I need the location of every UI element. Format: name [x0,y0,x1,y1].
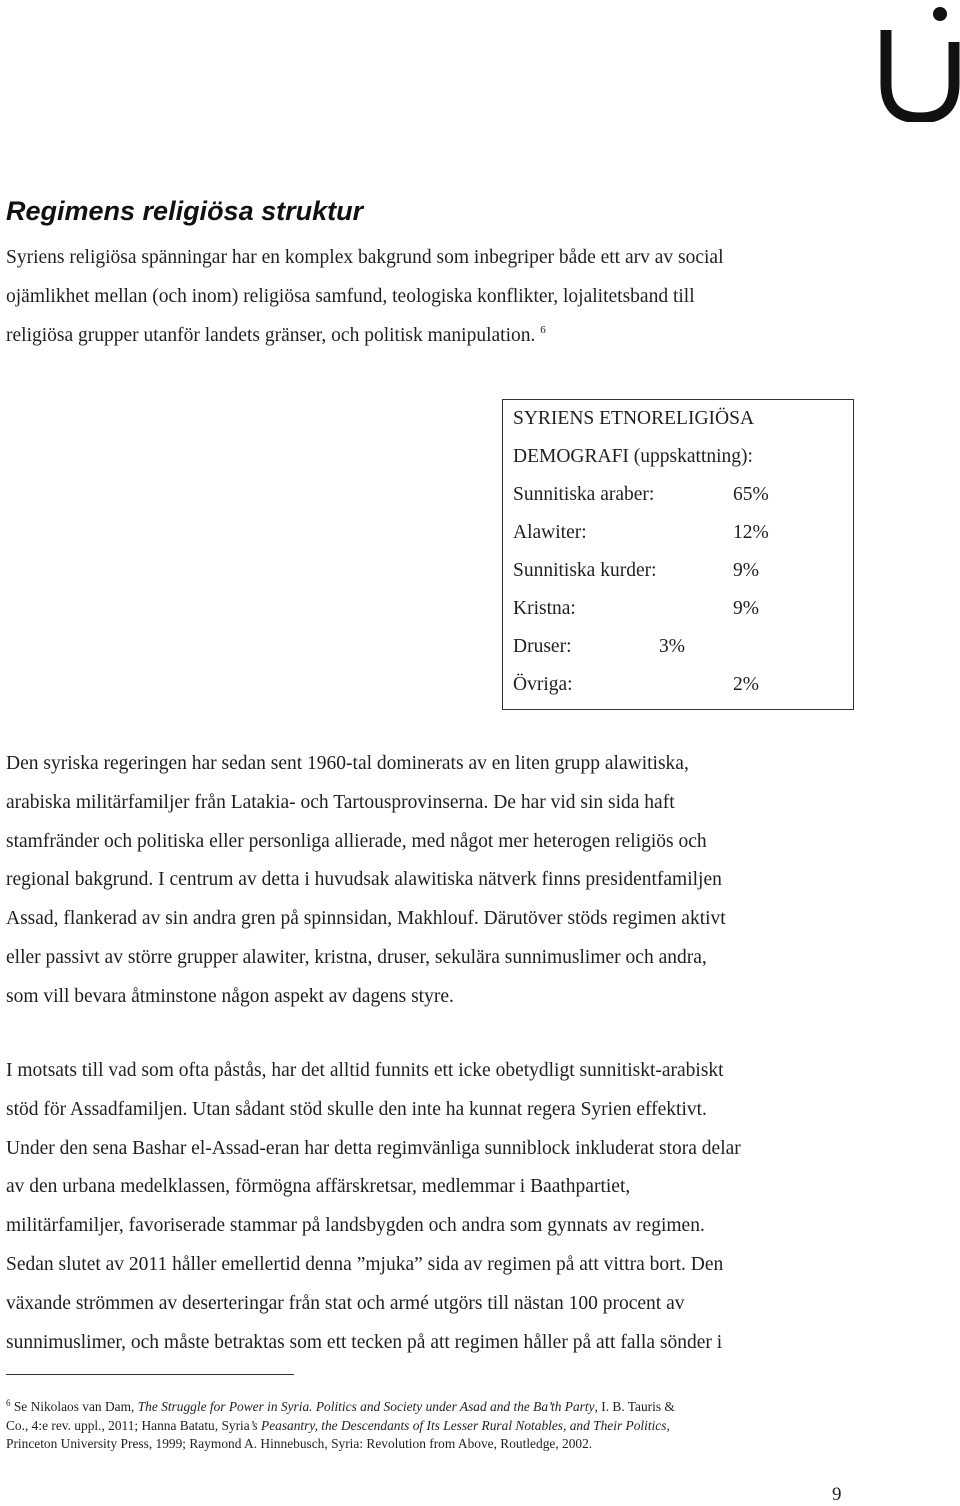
text-line: sunnimuslimer, och måste betraktas som ett tecken på att regimen håller på att falla sönder i [6,1331,723,1353]
row-value: 9% [733,560,759,581]
footnote-line: $^6$ Se Nikolaos van Dam, The Struggle for Power in Syria. Politics and Society under Asad and the Ba’th Party, I. B. Tauris & [6,1398,675,1414]
row-value: 9% [733,598,759,619]
row-label: Alawiter: [513,522,587,543]
row-label: Övriga: [513,674,573,695]
page-number: 9 [832,1484,842,1505]
box-title-line1: SYRIENS ETNORELIGIÖSA [513,408,755,429]
box-title-line2: DEMOGRAFI (uppskattning): [513,446,753,467]
text-line: stamfränder och politiska eller personliga allierade, med något mer heterogen religiös och [6,830,707,852]
row-label: Druser: [513,636,572,657]
text-line: Syriens religiösa spänningar har en komplex bakgrund som inbegriper både ett arv av social [6,247,724,268]
text-line: av den urbana medelklassen, förmögna affärskretsar, medlemmar i Baathpartiet, [6,1176,631,1198]
text-line: växande strömmen av deserteringar från stat och armé utgörs till nästan 100 procent av [6,1292,685,1314]
footnote-divider [6,1374,294,1375]
text-line: som vill bevara åtminstone någon aspekt av dagens styre. [6,985,454,1007]
row-label: Sunnitiska kurder: [513,560,657,581]
footnote-line: Co., 4:e rev. uppl., 2011; Hanna Batatu, Syria’s Peasantry, the Descendants of Its Lesser Rural Notables, and Their Politics, [6,1417,670,1433]
demography-box [502,399,854,710]
text-line: stöd för Assadfamiljen. Utan sådant stöd skulle den inte ha kunnat regera Syrien effektivt. [6,1098,707,1120]
row-value: 65% [733,484,769,505]
text-line: Assad, flankerad av sin andra gren på spinnsidan, Makhlouf. Därutöver stöds regimen aktivt [6,908,726,930]
text-line: eller passivt av större grupper alawiter, kristna, druser, sekulära sunnimuslimer och andra, [6,946,707,968]
row-label: Sunnitiska araber: [513,484,655,505]
section-heading: Regimens religiösa struktur [6,196,364,226]
row-value: 12% [733,522,769,543]
row-value: 2% [733,674,759,695]
body-paragraph-3 [6,1052,741,1362]
u-umlaut-logo-icon [880,2,960,122]
body-paragraph-2 [6,745,726,1017]
intro-paragraph [6,239,724,355]
row-value: 3% [659,636,685,657]
footnote-number: 6 [6,1398,11,1408]
text-line: Under den sena Bashar el-Assad-eran har detta regimvänliga sunniblock inkluderat stora delar [6,1137,741,1159]
footnote [6,1398,675,1454]
text-line: militärfamiljer, favoriserade stammar på landsbygden och andra som gynnats av regimen. [6,1215,705,1237]
text-line: Den syriska regeringen har sedan sent 1960-tal dominerats av en liten grupp alawitiska, [6,753,689,774]
text-line: regional bakgrund. I centrum av detta i huvudsak alawitiska nätverk finns presidentfamiljen [6,869,722,891]
text-line: I motsats till vad som ofta påstås, har det alltid funnits ett icke obetydligt sunnitiskt-arabiskt [6,1060,724,1081]
footnote-reference[interactable]: 6 [540,323,546,336]
text-line: religiösa grupper utanför landets gränser, och politisk manipulation. $^6$ [6,323,546,346]
text-line: ojämlikhet mellan (och inom) religiösa samfund, teologiska konflikter, lojalitetsband till [6,285,695,307]
footnote-line: Princeton University Press, 1999; Raymond A. Hinnebusch, Syria: Revolution from Above, Routledge, 2002. [6,1436,593,1451]
row-label: Kristna: [513,598,576,619]
text-line: arabiska militärfamiljer från Latakia- och Tartousprovinserna. De har vid sin sida haft [6,791,675,813]
text-line: Sedan slutet av 2011 håller emellertid denna ”mjuka” sida av regimen på att vittra bort. Den [6,1253,724,1275]
